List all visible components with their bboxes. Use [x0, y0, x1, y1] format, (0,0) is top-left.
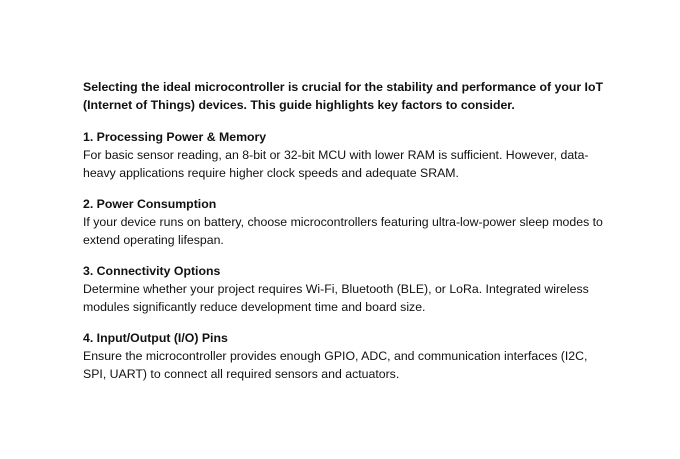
section-text: Determine whether your project requires Wi-Fi, Bluetooth (BLE), or LoRa. Integrated wireless modules significantly reduce development time and board size. — [83, 282, 589, 314]
section-io-pins — [83, 329, 603, 383]
section-connectivity — [83, 262, 603, 316]
section-heading: 2. Power Consumption — [83, 197, 217, 211]
document-body — [83, 78, 603, 396]
section-text: For basic sensor reading, an 8-bit or 32-bit MCU with lower RAM is sufficient. However, data-heavy applications require higher clock speeds and adequate SRAM. — [83, 148, 589, 180]
section-heading: 3. Connectivity Options — [83, 264, 221, 278]
section-text: If your device runs on battery, choose microcontrollers featuring ultra-low-power sleep modes to extend operating lifespan. — [83, 215, 603, 247]
section-text: Ensure the microcontroller provides enough GPIO, ADC, and communication interfaces (I2C, SPI, UART) to connect all required sensors and actuators. — [83, 349, 588, 381]
intro-paragraph: Selecting the ideal microcontroller is crucial for the stability and performance of your IoT (Internet of Things) devices. This guide highlights key factors to consider. — [83, 80, 603, 112]
section-processing — [83, 128, 603, 182]
section-heading: 4. Input/Output (I/O) Pins — [83, 331, 228, 345]
section-power — [83, 195, 603, 249]
section-heading: 1. Processing Power & Memory — [83, 130, 267, 144]
